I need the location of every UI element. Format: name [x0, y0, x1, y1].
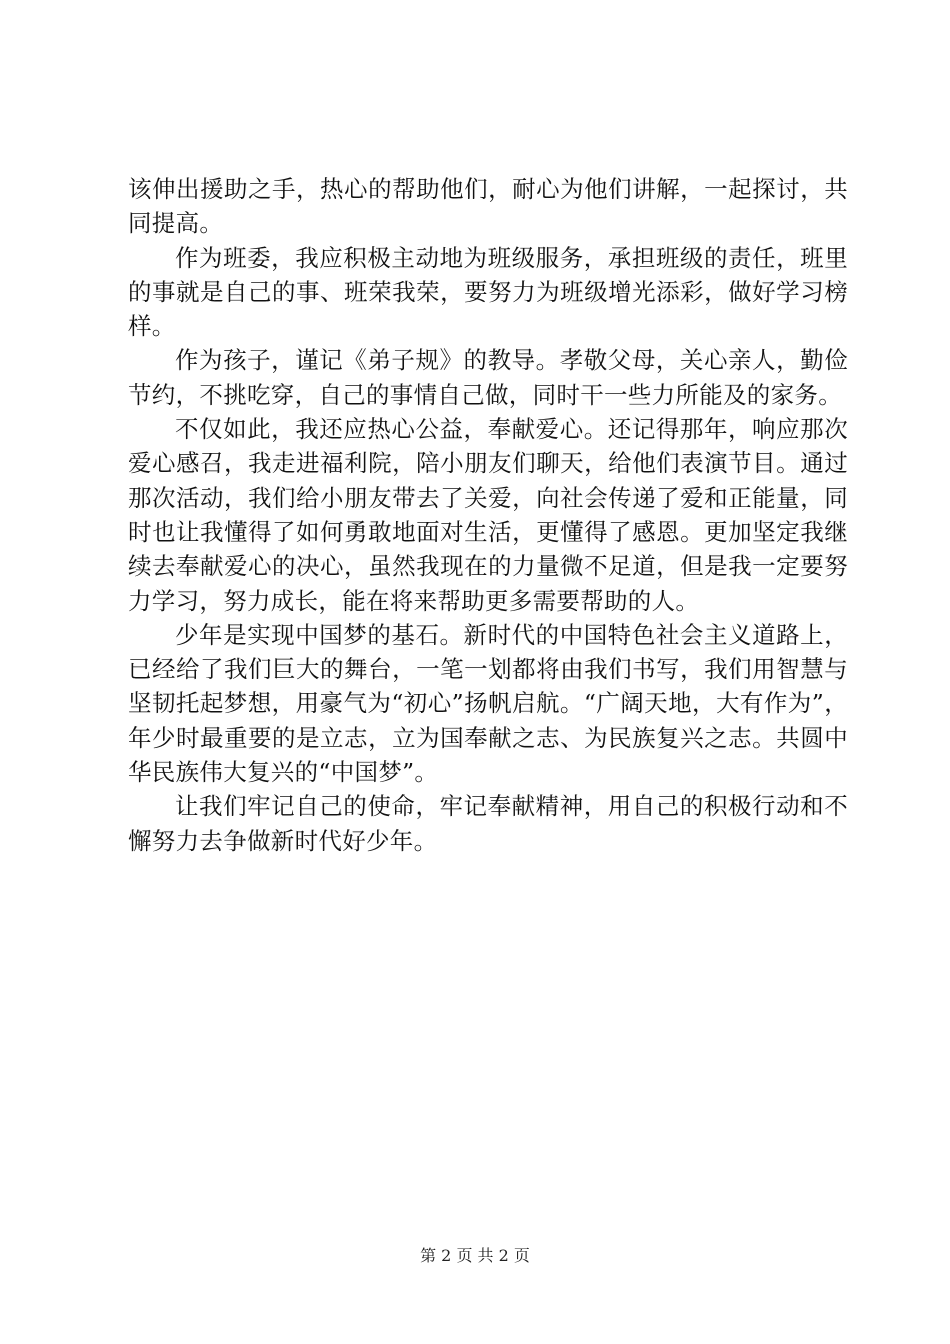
- paragraph-as-child: 作为孩子，谨记《弟子规》的教导。孝敬父母，关心亲人，勤俭节约，不挑吃穿，自己的事情自己做，同时干一些力所能及的家务。: [128, 346, 848, 409]
- document-body: [128, 172, 848, 858]
- paragraph-public-welfare: 不仅如此，我还应热心公益，奉献爱心。还记得那年，响应那次爱心感召，我走进福利院，陪小朋友们聊天，给他们表演节目。通过那次活动，我们给小朋友带去了关爱，向社会传递了爱和正能量，同时也让我懂得了如何勇敢地面对生活，更懂得了感恩。更加坚定我继续去奉献爱心的决心，虽然我现在的力量微不足道，但是我一定要努力学习，努力成长，能在将来帮助更多需要帮助的人。: [128, 415, 848, 615]
- paragraph-class-committee: 作为班委，我应积极主动地为班级服务，承担班级的责任，班里的事就是自己的事、班荣我荣，要努力为班级增光添彩，做好学习榜样。: [128, 243, 848, 341]
- paragraph-conclusion: 让我们牢记自己的使命，牢记奉献精神，用自己的积极行动和不懈努力去争做新时代好少年。: [128, 792, 848, 855]
- page-number-footer: 第 2 页 共 2 页: [420, 1246, 530, 1265]
- paragraph-chinese-dream: 少年是实现中国梦的基石。新时代的中国特色社会主义道路上，已经给了我们巨大的舞台，一笔一划都将由我们书写，我们用智慧与坚韧托起梦想，用豪气为“初心”扬帆启航。“广阔天地，大有作为”，年少时最重要的是立志，立为国奉献之志、为民族复兴之志。共圆中华民族伟大复兴的“中国梦”。: [128, 620, 848, 787]
- paragraph-continuation: 该伸出援助之手，热心的帮助他们，耐心为他们讲解，一起探讨，共同提高。: [128, 175, 848, 238]
